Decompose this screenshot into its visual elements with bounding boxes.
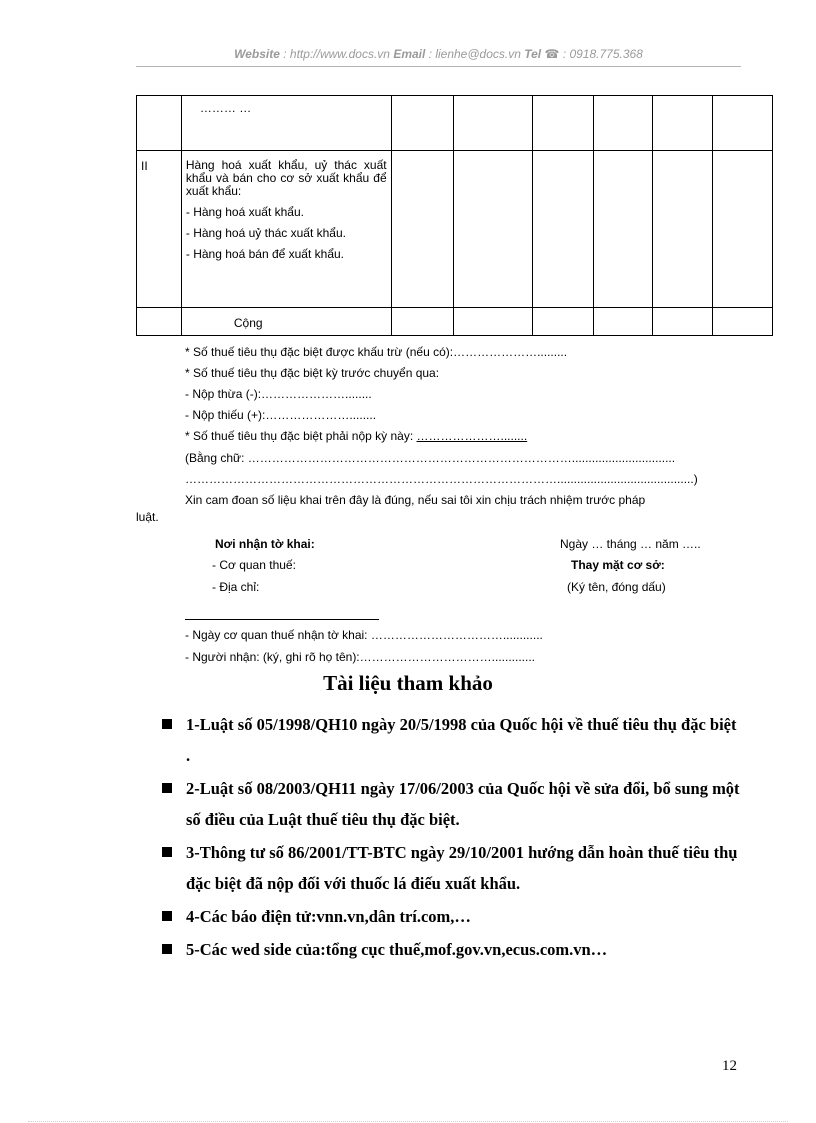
table-row: [137, 96, 773, 151]
tel-value: : 0918.775.368: [559, 47, 643, 61]
phone-icon: ☎: [544, 47, 560, 61]
list-item: 2-Luật số 08/2003/QH11 ngày 17/06/2003 của Quốc hội về sửa đổi, bổ sung một số điều của Luật thuế tiêu thụ đặc biệt.: [162, 773, 742, 835]
signature-divider: [185, 619, 379, 620]
email-value: : lienhe@docs.vn: [425, 47, 525, 61]
square-bullet-icon: [162, 719, 172, 729]
carried-over-line: * Số thuế tiêu thụ đặc biệt kỳ trước chuyển qua:: [185, 366, 440, 380]
deducted-tax-line: * Số thuế tiêu thụ đặc biệt được khấu trừ (nếu có):………………….........: [185, 345, 568, 359]
underpaid-line: - Nộp thiếu (+):…………………........: [185, 408, 377, 422]
website-value: : http://www.docs.vn: [279, 47, 394, 61]
desc-item-entrusted: - Hàng hoá uỷ thác xuất khẩu.: [185, 226, 346, 240]
tax-table: [136, 95, 773, 336]
payable-line: [185, 429, 527, 443]
table-cell-dots: ……… …: [181, 96, 391, 151]
square-bullet-icon: [162, 783, 172, 793]
references-title: Tài liệu tham khảo: [323, 671, 493, 695]
desc-item-sold: - Hàng hoá bán để xuất khẩu.: [185, 247, 345, 261]
references-list: [162, 709, 742, 967]
in-words-line-1: (Bằng chữ: ………………………………………………………………………...............................: [185, 451, 676, 465]
email-label: Email: [393, 47, 426, 61]
row-number: II: [137, 151, 182, 308]
tax-agency-field: - Cơ quan thuế:: [212, 558, 296, 572]
list-item: 5-Các wed side của:tổng cục thuế,mof.gov.vn,ecus.com.vn…: [162, 934, 742, 965]
page-number: 12: [722, 1058, 737, 1074]
square-bullet-icon: [162, 911, 172, 921]
received-date-line: - Ngày cơ quan thuế nhận tờ khai: ……………………………............: [185, 628, 543, 642]
list-item: 1-Luật số 05/1998/QH10 ngày 20/5/1998 của Quốc hội về thuế tiêu thụ đặc biệt .: [162, 709, 742, 771]
on-behalf-label: Thay mặt cơ sở:: [571, 558, 665, 572]
payable-value: …………………........: [416, 429, 528, 443]
commitment-line-1: Xin cam đoan số liệu khai trên đây là đúng, nếu sai tôi xin chịu trách nhiệm trước pháp: [185, 493, 646, 507]
list-item: 3-Thông tư số 86/2001/TT-BTC ngày 29/10/2001 hướng dẫn hoàn thuế tiêu thụ đặc biệt đã nộp đối với thuốc lá điếu xuất khẩu.: [162, 837, 742, 899]
sign-note: (Ký tên, đóng dấu): [567, 580, 666, 594]
page-header: [136, 47, 741, 61]
desc-item-export: - Hàng hoá xuất khẩu.: [185, 205, 304, 219]
website-label: Website: [234, 47, 280, 61]
tel-label: Tel: [524, 47, 542, 61]
desc-main: Hàng hoá xuất khẩu, uỷ thác xuất khẩu và bán cho cơ sở xuất khẩu để xuất khẩu:: [185, 158, 387, 198]
header-divider: [136, 66, 741, 67]
table-row: [137, 151, 773, 308]
overpaid-line: - Nộp thừa (-):…………………........: [185, 387, 372, 401]
list-item: 4-Các báo điện tử:vnn.vn,dân trí.com,…: [162, 901, 742, 932]
recipient-title: Nơi nhận tờ khai:: [215, 537, 315, 551]
square-bullet-icon: [162, 944, 172, 954]
footer-divider: [28, 1121, 788, 1122]
commitment-line-2: luật.: [136, 510, 159, 524]
table-row: [137, 308, 773, 336]
total-label: Cộng: [181, 308, 391, 336]
square-bullet-icon: [162, 847, 172, 857]
date-line: Ngày … tháng … năm …..: [560, 537, 701, 551]
in-words-line-2: ………………………………………………………………………………….........................................): [185, 472, 698, 486]
payable-label: * Số thuế tiêu thụ đặc biệt phải nộp kỳ này:: [185, 429, 417, 443]
address-field: - Địa chỉ:: [212, 580, 260, 594]
export-goods-description: [181, 151, 391, 308]
receiver-line: - Người nhận: (ký, ghi rõ họ tên):…………………………….............: [185, 650, 535, 664]
